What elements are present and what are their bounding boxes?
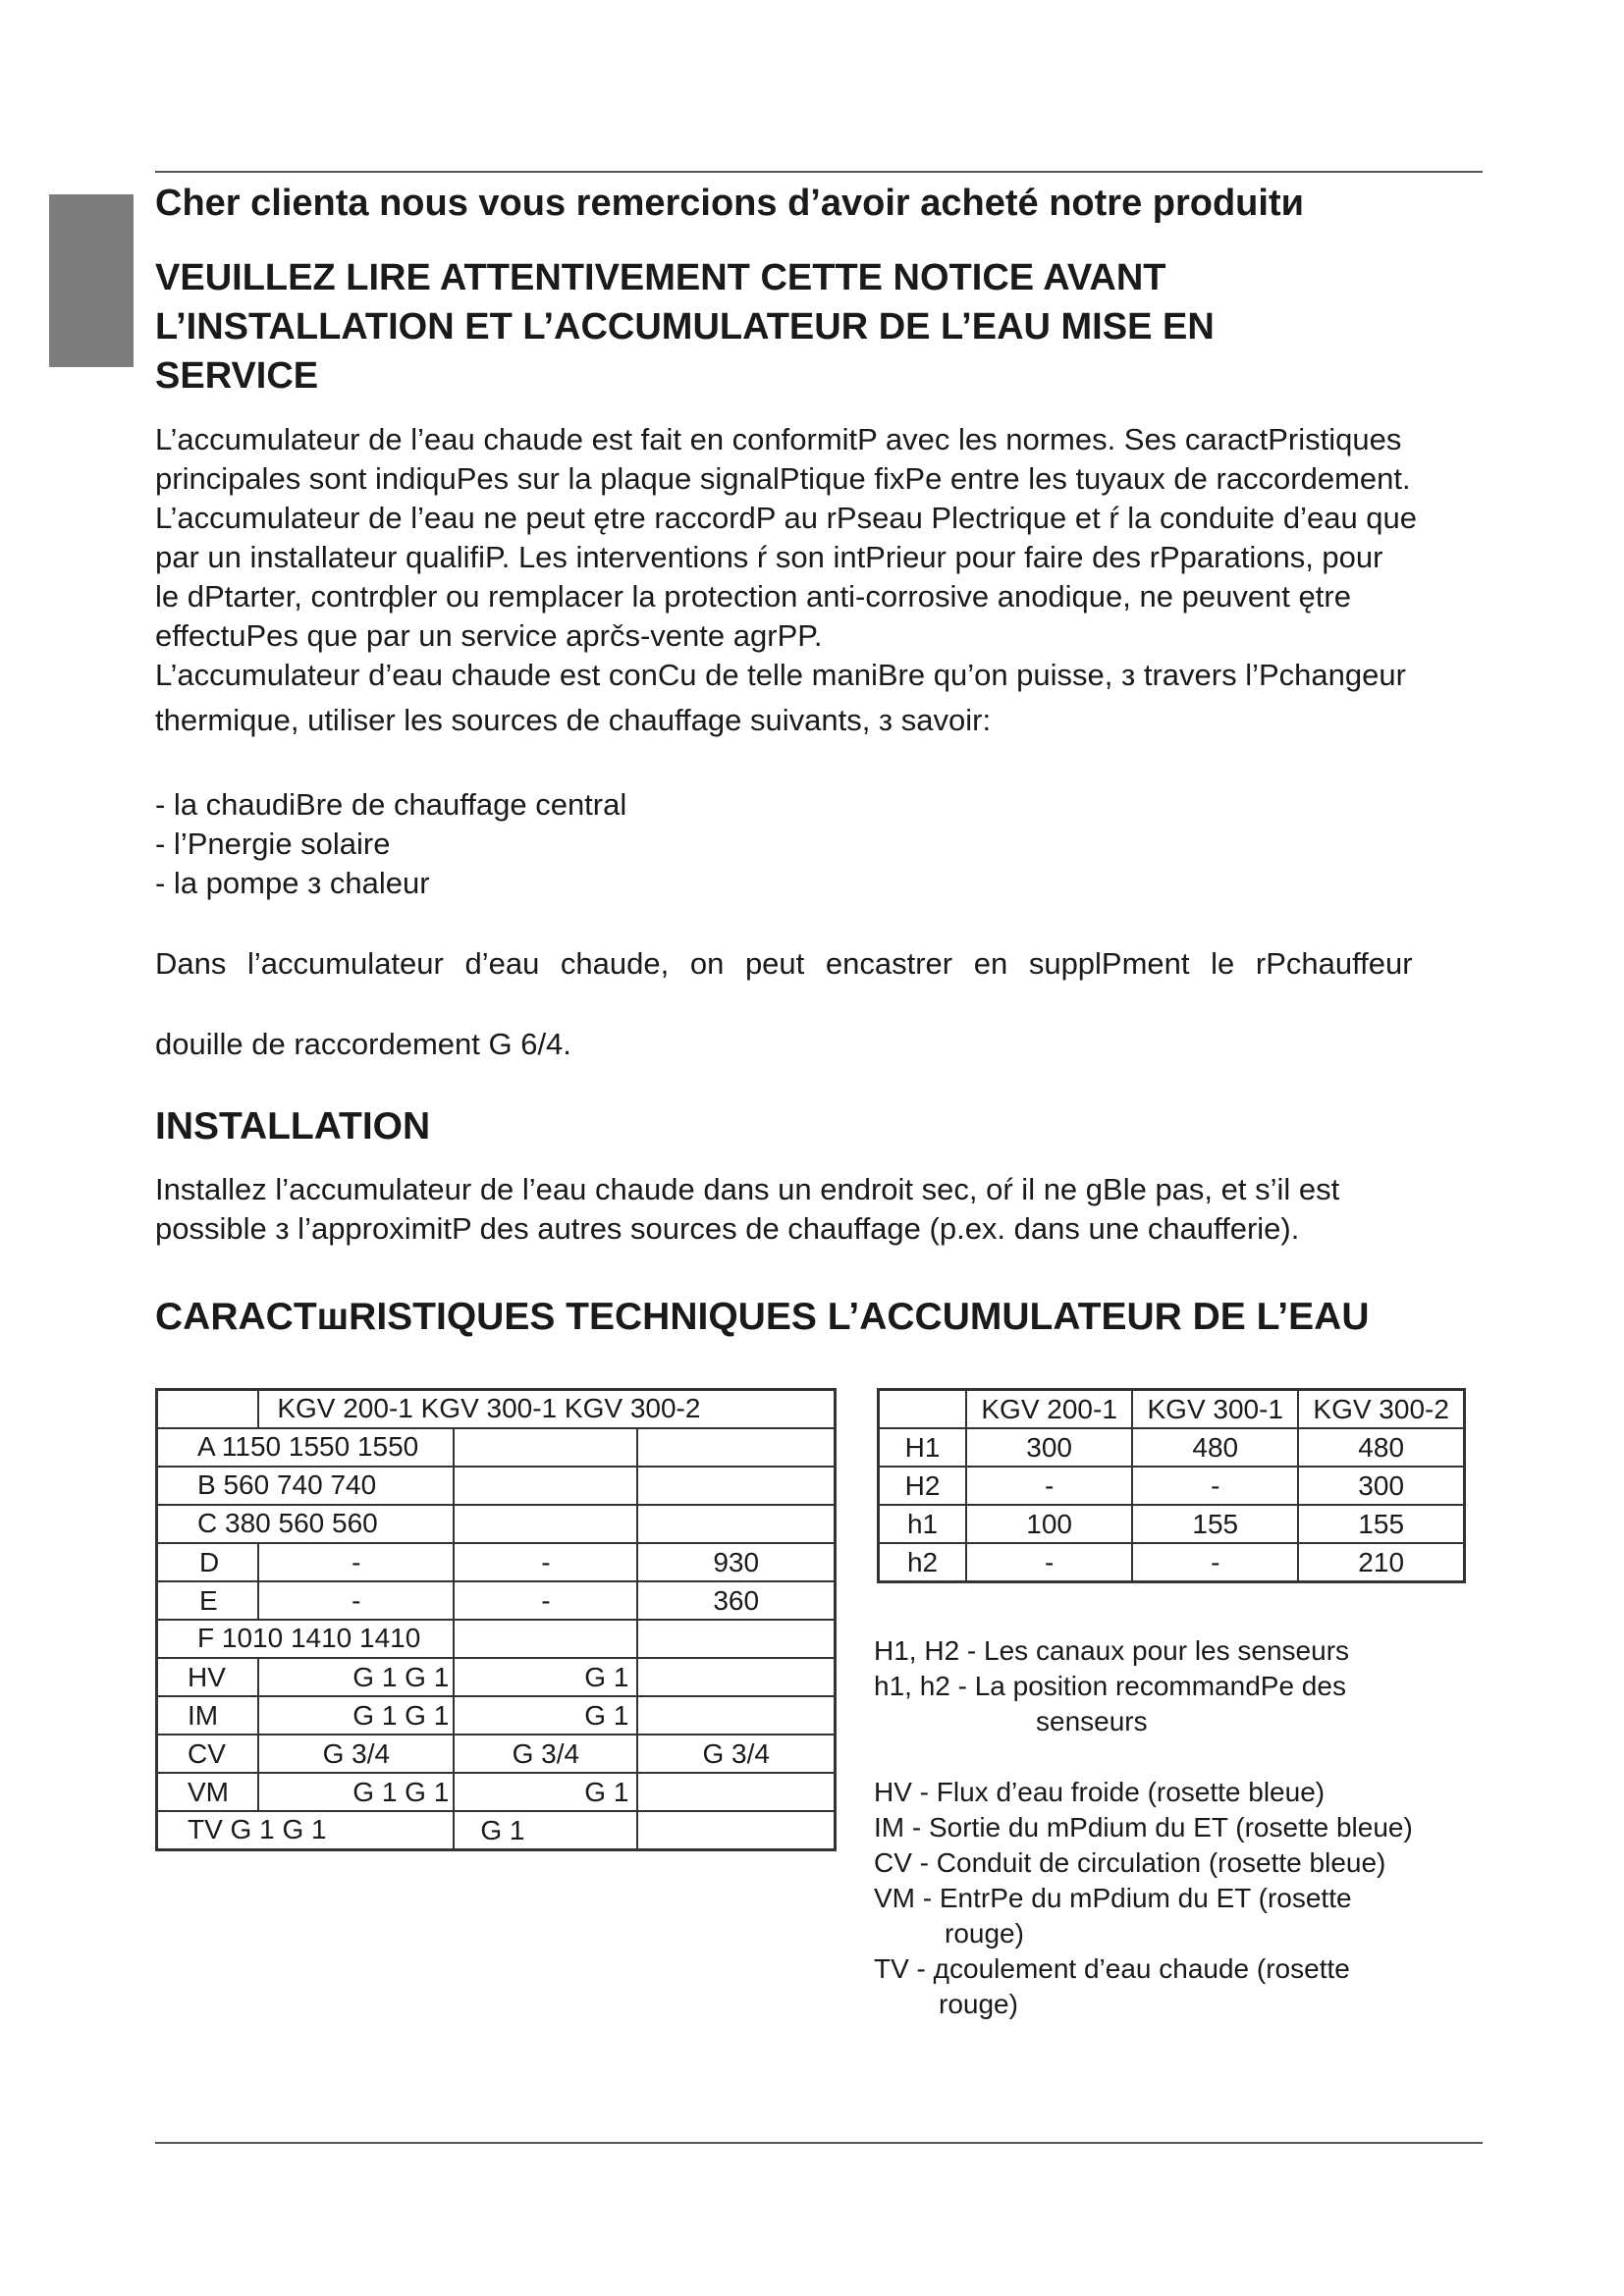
table-row xyxy=(157,1505,836,1543)
table-cell xyxy=(454,1467,637,1505)
row-label: E xyxy=(157,1581,259,1620)
row-label: CV xyxy=(157,1735,259,1773)
heat-sources-list xyxy=(155,785,626,903)
table-cell: G 1 xyxy=(454,1811,637,1850)
table-row xyxy=(157,1811,836,1850)
table-cell: G 1 xyxy=(454,1773,637,1811)
table-cell: B 560 740 740 xyxy=(197,1469,377,1500)
row-label: VM xyxy=(157,1773,259,1811)
table-cell: G 1 G 1 xyxy=(258,1773,454,1811)
table-cell xyxy=(454,1620,637,1658)
intro-line: par un installateur qualifiP. Les interventions ŕ son intPrieur pour faire des rPparations, pour xyxy=(155,540,1383,574)
list-item: - la chaudiBre de chauffage central xyxy=(155,787,627,822)
note-line: HV - Flux d’eau froide (rosette bleue) xyxy=(874,1777,1326,1807)
table-row xyxy=(157,1620,836,1658)
legend-notes xyxy=(874,1633,1413,2022)
note-line: h1, h2 - La position recommandPe des xyxy=(874,1671,1346,1701)
table-cell: G 3/4 xyxy=(454,1735,637,1773)
top-rule xyxy=(155,171,1483,173)
table-row xyxy=(157,1428,836,1467)
row-label: D xyxy=(157,1543,259,1581)
table-cell: G 1 xyxy=(454,1696,637,1735)
note-line: TV - дcoulement d’eau chaude (rosette xyxy=(874,1953,1350,1984)
note-line: senseurs xyxy=(1036,1706,1148,1736)
extra-line-1: Dans l’accumulateur d’eau chaude, on peut encastrer en supplPment le rPchauffeur xyxy=(155,946,1413,981)
table-cell xyxy=(637,1467,835,1505)
table-cell: TV G 1 G 1 xyxy=(188,1814,327,1844)
table-cell: G 1 G 1 xyxy=(258,1696,454,1735)
intro-line: L’accumulateur de l’eau chaude est fait en conformitP avec les normes. Ses caractPristiques xyxy=(155,422,1402,456)
row-label: H2 xyxy=(879,1467,967,1505)
dimensions-table xyxy=(155,1388,837,1851)
bottom-rule xyxy=(155,2142,1483,2144)
installation-line: possible з l’approximitP des autres sources de chauffage (p.ex. dans une chaufferie). xyxy=(155,1211,1300,1246)
note-line: IM - Sortie du mPdium du ET (rosette bleue) xyxy=(874,1812,1413,1842)
list-item: - l’Pnergie solaire xyxy=(155,827,391,861)
table-header: KGV 300-2 xyxy=(1298,1390,1464,1429)
table-cell: - xyxy=(454,1543,637,1581)
table-cell: 100 xyxy=(966,1505,1132,1543)
table-cell: G 1 G 1 xyxy=(258,1658,454,1696)
table-row xyxy=(879,1543,1465,1582)
table-cell: 360 xyxy=(637,1581,835,1620)
language-tab-marker xyxy=(49,194,134,367)
table-cell: 300 xyxy=(966,1428,1132,1467)
table-cell: - xyxy=(966,1543,1132,1582)
table-cell xyxy=(637,1773,835,1811)
notice-line: SERVICE xyxy=(155,355,319,397)
row-label: H1 xyxy=(879,1428,967,1467)
table-cell: G 3/4 xyxy=(637,1735,835,1773)
note-line: rouge) xyxy=(939,1989,1018,2019)
extra-line-2: douille de raccordement G 6/4. xyxy=(155,1027,571,1061)
table-header: KGV 200-1 xyxy=(966,1390,1132,1429)
table-cell: 300 xyxy=(1298,1467,1464,1505)
table-header-row xyxy=(879,1390,1465,1429)
note-line: rouge) xyxy=(945,1918,1024,1949)
notice-heading xyxy=(155,253,1215,400)
table-cell: G 1 xyxy=(454,1658,637,1696)
table-cell: 155 xyxy=(1298,1505,1464,1543)
table-row xyxy=(157,1735,836,1773)
table-cell xyxy=(637,1658,835,1696)
specs-title: CARACTшRISTIQUES TECHNIQUES L’ACCUMULATEUR DE L’EAU xyxy=(155,1296,1370,1338)
note-line: CV - Conduit de circulation (rosette bleue) xyxy=(874,1847,1386,1878)
notice-line: VEUILLEZ LIRE ATTENTIVEMENT CETTE NOTICE AVANT xyxy=(155,257,1166,298)
table-cell xyxy=(454,1505,637,1543)
table-cell xyxy=(637,1505,835,1543)
table-cell xyxy=(454,1428,637,1467)
row-label: h2 xyxy=(879,1543,967,1582)
intro-line: L’accumulateur de l’eau ne peut ętre raccordP au rPseau Plectrique et ŕ la conduite d’eau que xyxy=(155,501,1418,535)
sensors-table xyxy=(877,1388,1466,1583)
table-cell xyxy=(637,1811,835,1850)
row-label: h1 xyxy=(879,1505,967,1543)
table-cell: C 380 560 560 xyxy=(197,1508,378,1538)
table-cell: A 1150 1550 1550 xyxy=(197,1431,419,1462)
installation-paragraph xyxy=(155,1170,1530,1249)
table-header-row xyxy=(157,1390,836,1429)
table-cell: 930 xyxy=(637,1543,835,1581)
installation-title: INSTALLATION xyxy=(155,1105,431,1148)
table-cell: - xyxy=(1132,1467,1298,1505)
row-label: HV xyxy=(157,1658,259,1696)
table-cell xyxy=(637,1428,835,1467)
intro-line: le dPtarter, contrфler ou remplacer la protection anti-corrosive anodique, ne peuvent ętre xyxy=(155,579,1351,614)
table-cell: - xyxy=(1132,1543,1298,1582)
table-cell: F 1010 1410 1410 xyxy=(197,1623,421,1653)
intro-line: thermique, utiliser les sources de chauffage suivants, з savoir: xyxy=(155,703,992,737)
table-row xyxy=(157,1581,836,1620)
table-cell: - xyxy=(258,1543,454,1581)
table-row xyxy=(157,1467,836,1505)
intro-line: L’accumulateur d’eau chaude est conCu de telle maniBre qu’on puisse, з travers l’Pchangeur xyxy=(155,658,1406,692)
row-label: IM xyxy=(157,1696,259,1735)
table-row xyxy=(157,1773,836,1811)
table-cell: - xyxy=(454,1581,637,1620)
table-row xyxy=(879,1467,1465,1505)
intro-line: effectuPes que par un service aprčs-vente agrPP. xyxy=(155,618,823,653)
list-item: - la pompe з chaleur xyxy=(155,866,430,900)
note-line: VM - EntrPe du mPdium du ET (rosette xyxy=(874,1883,1352,1913)
table-cell xyxy=(637,1696,835,1735)
table-cell: - xyxy=(258,1581,454,1620)
intro-paragraph xyxy=(155,420,1530,740)
table-row xyxy=(157,1543,836,1581)
table-cell: 155 xyxy=(1132,1505,1298,1543)
notice-line: L’INSTALLATION ET L’ACCUMULATEUR DE L’EAU MISE EN xyxy=(155,306,1215,347)
table-row xyxy=(157,1658,836,1696)
installation-line: Installez l’accumulateur de l’eau chaude dans un endroit sec, oŕ il ne gBle pas, et s’il est xyxy=(155,1172,1340,1206)
table-row xyxy=(879,1505,1465,1543)
table-header: KGV 200-1 KGV 300-1 KGV 300-2 xyxy=(277,1393,701,1423)
table-cell: 480 xyxy=(1132,1428,1298,1467)
table-cell xyxy=(637,1620,835,1658)
note-line: H1, H2 - Les canaux pour les senseurs xyxy=(874,1635,1350,1666)
intro-line: principales sont indiquPes sur la plaque signalPtique fixPe entre les tuyaux de raccordement. xyxy=(155,461,1411,496)
table-row xyxy=(157,1696,836,1735)
table-cell: 210 xyxy=(1298,1543,1464,1582)
table-row xyxy=(879,1428,1465,1467)
table-cell: 480 xyxy=(1298,1428,1464,1467)
table-cell: - xyxy=(966,1467,1132,1505)
table-header xyxy=(879,1390,967,1429)
table-header: KGV 300-1 xyxy=(1132,1390,1298,1429)
table-cell: G 3/4 xyxy=(258,1735,454,1773)
greeting: Cher clienta nous vous remercions d’avoir acheté notre produitи xyxy=(155,183,1304,224)
